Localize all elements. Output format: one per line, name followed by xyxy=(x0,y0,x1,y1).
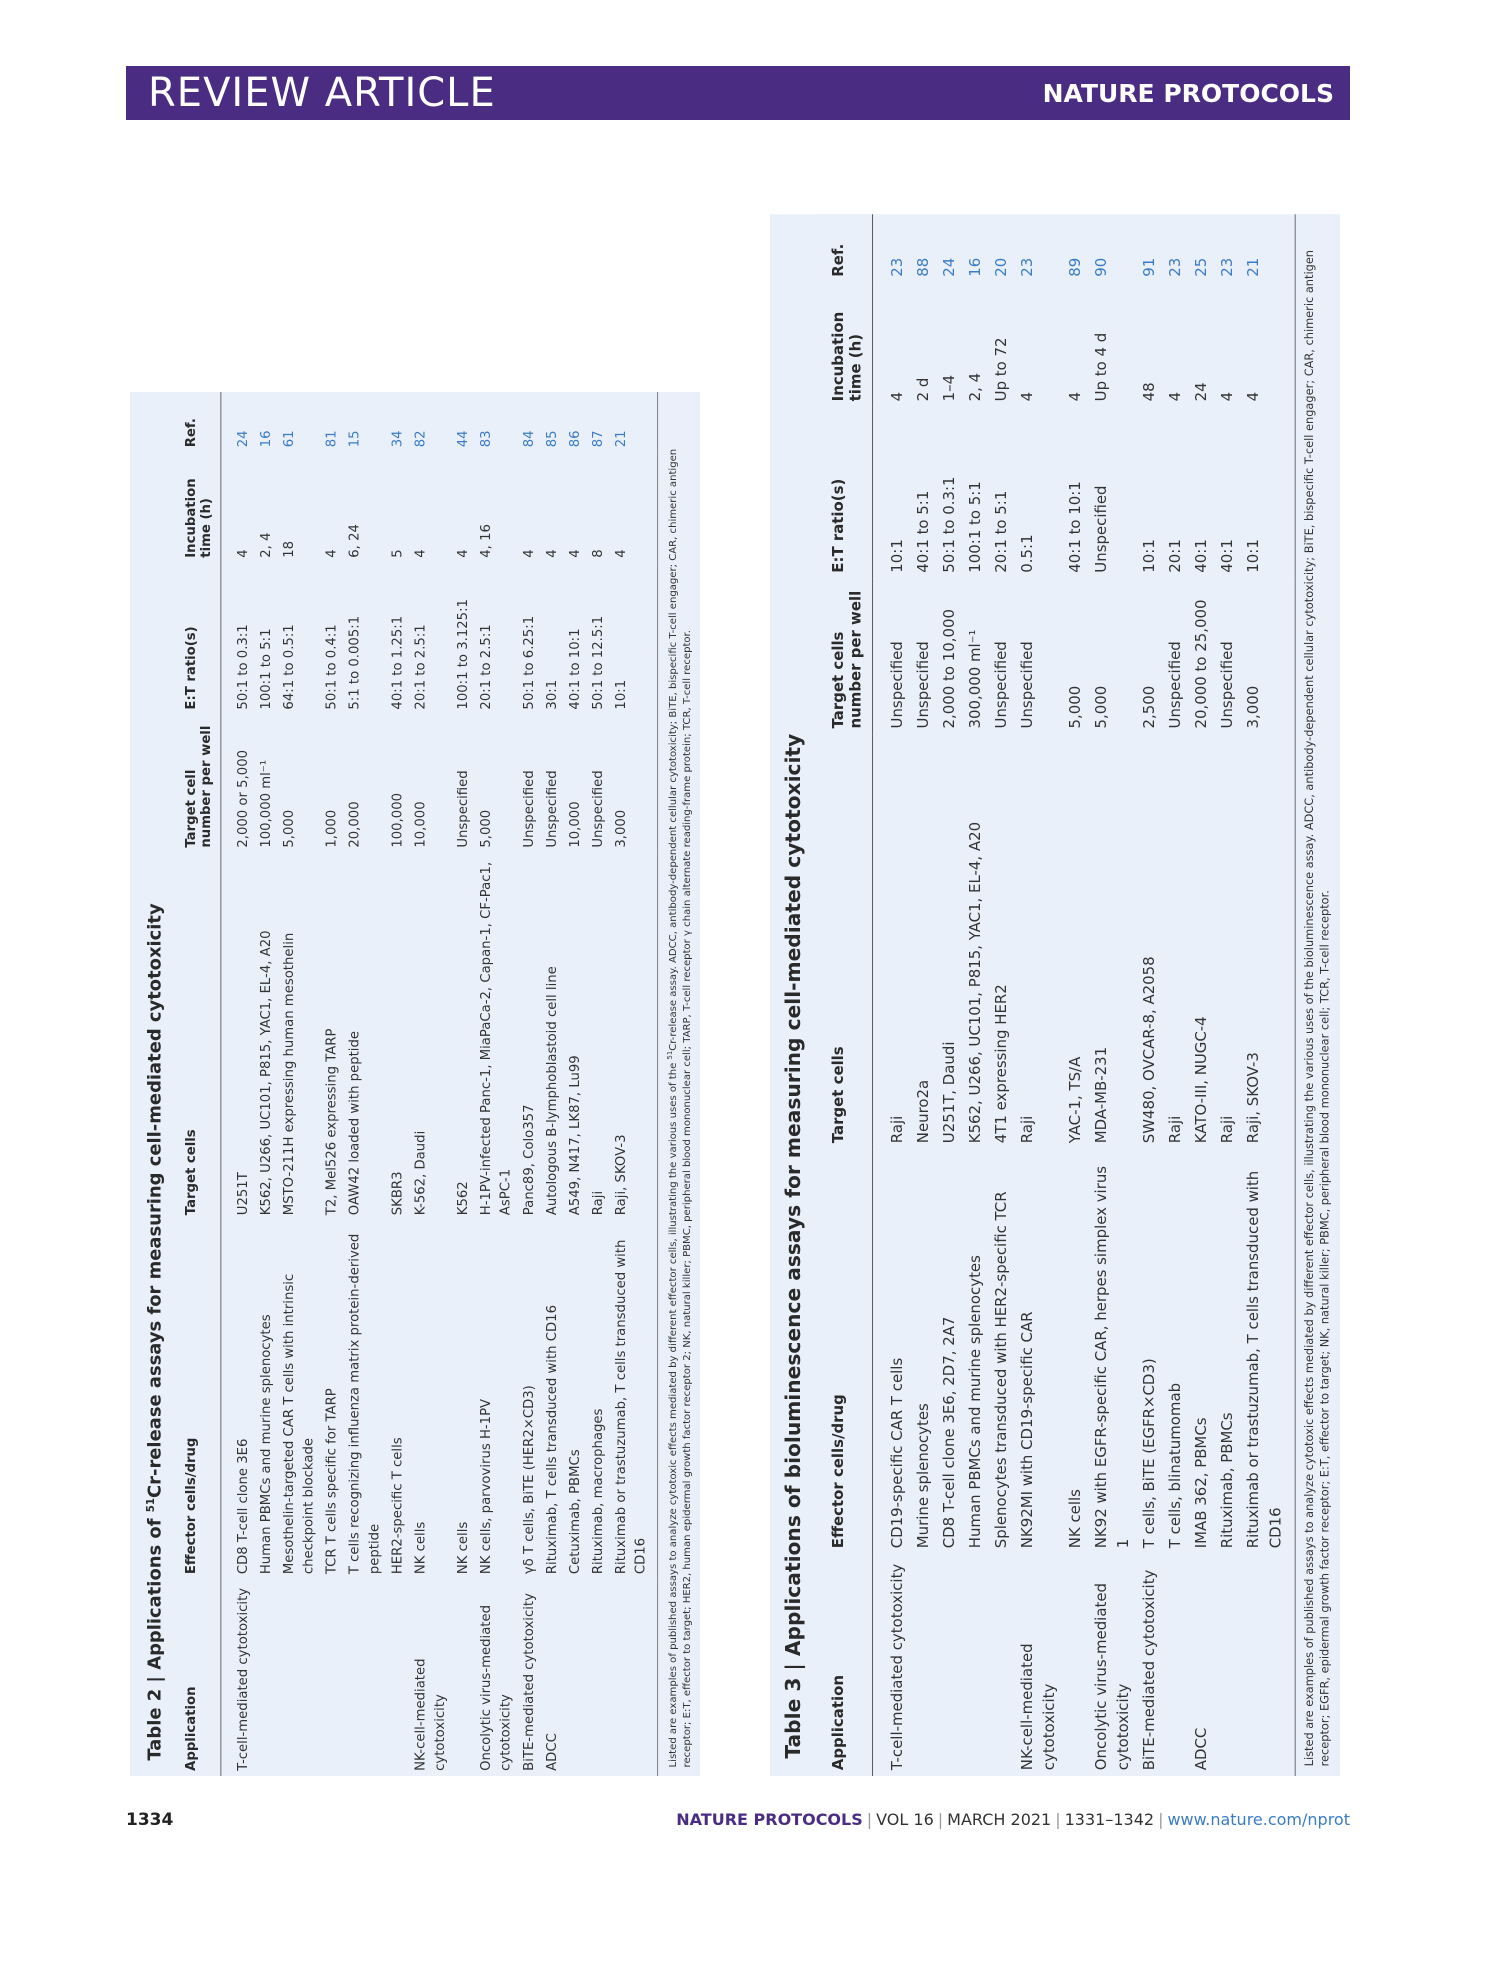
reference-link[interactable]: 25 xyxy=(1192,257,1211,277)
table-cell: 1,000 xyxy=(323,809,340,848)
table-cell: BiTE-mediated cytotoxicity xyxy=(1140,1569,1159,1771)
table-cell: MSTO-211H expressing human mesothelin xyxy=(281,932,297,1216)
table-cell: T cells recognizing influenza matrix protein-derived peptide xyxy=(346,1233,382,1575)
table-cell: 10:1 xyxy=(888,539,906,573)
table-cell: 50:1 to 12.5:1 xyxy=(589,615,606,710)
table-cell: Splenocytes transduced with HER2-specific TCR xyxy=(992,1191,1010,1549)
table-cell: 4 xyxy=(1166,391,1185,402)
column-header: Incubation time (h) xyxy=(816,283,872,408)
table-cell: 6, 24 xyxy=(346,524,363,558)
table-cell: 2,000 or 5,000 xyxy=(234,749,251,848)
table-cell: 4 xyxy=(1018,391,1036,402)
reference-link[interactable]: 91 xyxy=(1140,257,1159,277)
page-footer: NATURE PROTOCOLS | VOL 16 | MARCH 2021 | 1331–1342 | www.nature.com/nprot xyxy=(676,1810,1350,1829)
column-header: Target cells xyxy=(171,853,221,1221)
table-cell: 4 xyxy=(1066,391,1084,402)
table-cell: 64:1 to 0.5:1 xyxy=(281,624,297,710)
table-cell: 10:1 xyxy=(1241,407,1295,578)
table-cell: Up to 4 d xyxy=(1092,332,1110,402)
table-row xyxy=(1189,214,1215,1776)
table-cell: T cells, BiTE (EGFR×CD3) xyxy=(1140,1358,1159,1549)
reference-link[interactable]: 23 xyxy=(1218,257,1237,277)
table-cell: 20:1 to 2.5:1 xyxy=(478,624,494,710)
table-cell: Oncolytic virus-mediated cytotoxicity xyxy=(1092,1583,1133,1771)
table-cell: 50:1 to 0.4:1 xyxy=(323,624,340,710)
table-cell: 3,000 xyxy=(1241,578,1295,734)
table-cell xyxy=(1163,1554,1189,1776)
table-cell: 40:1 xyxy=(1192,539,1211,573)
table-cell: ADCC xyxy=(543,1733,560,1771)
table-cell: 4 xyxy=(1241,283,1295,408)
table-cell: Raji xyxy=(1018,1115,1036,1144)
table-cell: 10:1 xyxy=(1140,539,1159,573)
column-header: E:T ratio(s) xyxy=(816,407,872,578)
table-row xyxy=(1063,214,1089,1776)
footer-journal: NATURE PROTOCOLS xyxy=(676,1810,863,1829)
table-cell: 20:1 xyxy=(1166,539,1185,573)
table-cell: γδ T cells, BiTE (HER2×CD3) xyxy=(520,1385,537,1575)
journal-name: NATURE PROTOCOLS xyxy=(1042,79,1334,108)
footer-volume: VOL 16 xyxy=(876,1810,934,1829)
reference-link[interactable]: 89 xyxy=(1066,257,1084,277)
table-cell xyxy=(989,1554,1015,1776)
column-header: Target cell number per well xyxy=(171,715,221,853)
table-cell: T cells, blinatumomab xyxy=(1166,1382,1185,1549)
table-cell xyxy=(343,1579,386,1776)
table-cell: Unspecified xyxy=(1166,641,1185,729)
table-cell: A549, N417, LK87, Lu99 xyxy=(566,1055,583,1216)
table-cell: NK cells xyxy=(455,1521,471,1575)
column-header: Application xyxy=(816,1554,872,1776)
header-banner xyxy=(126,66,1350,120)
table-cell: Rituximab or trastuzumab, T cells transduced with CD16 xyxy=(610,1220,658,1579)
reference-link[interactable]: 21 xyxy=(610,392,658,452)
table-cell: 4 xyxy=(566,549,583,558)
table-cell: NK cells, parvovirus H-1PV xyxy=(478,1398,494,1575)
table-cell: Unspecified xyxy=(520,770,537,848)
table-cell: NK92MI with CD19-specific CAR xyxy=(1018,1311,1036,1549)
table-cell: Unspecified xyxy=(992,641,1010,729)
table-2-footnote-a: Listed are examples of published assays to analyze cytotoxic effects mediated by different effector cells, illustrating the various uses of the xyxy=(666,1059,679,1768)
table-cell: 10,000 xyxy=(412,801,428,848)
table-row xyxy=(278,392,321,1776)
column-header: Effector cells/drug xyxy=(816,1149,872,1554)
reference-link[interactable]: 85 xyxy=(543,430,560,448)
table-row xyxy=(587,392,610,1776)
table-cell: 40:1 to 5:1 xyxy=(914,490,932,573)
table-cell: 4 xyxy=(520,549,537,558)
table-cell: NK-cell-mediated cytotoxicity xyxy=(412,1658,448,1771)
table-2-footnote xyxy=(658,392,700,1776)
table-cell: Rituximab, T cells transduced with CD16 xyxy=(543,1304,560,1575)
table-cell: CD19-specific CAR T cells xyxy=(888,1357,906,1549)
table-cell: Rituximab, macrophages xyxy=(589,1408,606,1575)
column-header: Ref. xyxy=(171,392,221,452)
table-cell: 4 xyxy=(543,549,560,558)
table-cell: T-cell-mediated cytotoxicity xyxy=(888,1563,906,1771)
table-cell: 0.5:1 xyxy=(1018,534,1036,573)
table-cell: Murine splenocytes xyxy=(914,1403,932,1549)
table-row xyxy=(386,392,409,1776)
footer-url[interactable]: www.nature.com/nprot xyxy=(1167,1810,1350,1829)
table-cell: CD8 T-cell clone 3E6 xyxy=(234,1438,251,1575)
section-label: REVIEW ARTICLE xyxy=(148,70,496,116)
table-cell: Mesothelin-targeted CAR T cells with intrinsic checkpoint blockade xyxy=(281,1273,317,1575)
table-cell: 8 xyxy=(589,549,606,558)
table-cell: 5,000 xyxy=(281,809,297,848)
table-row xyxy=(517,392,540,1776)
table-cell: Human PBMCs and murine splenocytes xyxy=(257,1314,274,1575)
reference-link[interactable]: 23 xyxy=(1166,257,1185,277)
table-cell xyxy=(1241,1554,1295,1776)
table-cell: T2, Mel526 expressing TARP xyxy=(323,1028,340,1216)
table-cell: 20,000 xyxy=(346,801,363,848)
table-cell xyxy=(1215,1554,1241,1776)
table-3-title-text: Table 3 | Applications of bioluminescence assays for measuring cell-mediated cytotoxicity xyxy=(781,733,805,1759)
table-row xyxy=(1015,214,1063,1776)
table-cell: CD8 T-cell clone 3E6, 2D7, 2A7 xyxy=(940,1316,958,1549)
table-cell: K562 xyxy=(455,1181,471,1216)
table-cell: ADCC xyxy=(1192,1727,1211,1771)
reference-link[interactable]: 81 xyxy=(323,430,340,448)
table-cell: Unspecified xyxy=(1092,485,1110,573)
reference-link[interactable]: 23 xyxy=(888,257,906,277)
table-row xyxy=(911,214,937,1776)
reference-link[interactable]: 44 xyxy=(455,430,471,448)
table-cell: NK cells xyxy=(1066,1489,1084,1549)
table-cell: 48 xyxy=(1140,382,1159,402)
table-cell: 40:1 to 10:1 xyxy=(1066,481,1084,573)
table-cell: NK-cell-mediated cytotoxicity xyxy=(1018,1643,1058,1771)
table-cell: K562, U266, UC101, P815, YAC1, EL-4, A20 xyxy=(966,821,984,1144)
table-cell: HER2-specific T cells xyxy=(389,1437,405,1575)
table-cell: 50:1 to 0.3:1 xyxy=(234,624,251,710)
table-row xyxy=(540,392,563,1776)
table-2-footnote-sup: 51 xyxy=(665,1050,674,1060)
table-cell: H-1PV-infected Panc-1, MiaPaCa-2, Capan-1, CF-Pac1, AsPC-1 xyxy=(478,861,514,1216)
table-cell xyxy=(610,1579,658,1776)
table-3-footnote: Listed are examples of published assays to analyze cytotoxic effects mediated by different effector cells, illustrating the various uses of the bioluminescence assay. ADCC, antibody-dependent cellular cytotoxicity; BiTE, bispecific T-cell engager; CAR, chimeric antigen receptor; EGFR, epidermal growth factor receptor; E:T, effector to target; NK, natural killer; PBMC, peripheral blood mononuclear cell; TCR, T-cell receptor. xyxy=(1296,214,1340,1776)
table-cell: Panc89, Colo357 xyxy=(520,1104,537,1216)
table-cell: 5,000 xyxy=(1066,685,1084,729)
table-row xyxy=(610,392,658,1776)
table-cell: 100:1 to 5:1 xyxy=(966,481,984,573)
table-cell: 20:1 to 5:1 xyxy=(992,490,1010,573)
table-3-panel xyxy=(770,214,1340,1776)
table-row xyxy=(320,392,343,1776)
table-cell: Human PBMCs and murine splenocytes xyxy=(966,1255,984,1549)
table-cell: YAC-1, TS/A xyxy=(1066,1056,1084,1144)
table-cell: 2, 4 xyxy=(966,372,984,402)
column-header: Incubation time (h) xyxy=(171,452,221,562)
table-cell: 30:1 xyxy=(543,679,560,710)
table-cell: 100,000 ml⁻¹ xyxy=(257,759,274,848)
table-cell: 50:1 to 0.3:1 xyxy=(940,476,958,573)
reference-link[interactable]: 23 xyxy=(1018,257,1036,277)
column-header: Ref. xyxy=(816,214,872,282)
table-cell: 4, 16 xyxy=(478,524,494,558)
table-cell: Neuro2a xyxy=(914,1079,932,1144)
table-row xyxy=(343,392,386,1776)
table-cell: 24 xyxy=(1192,382,1211,402)
table-row xyxy=(452,392,475,1776)
table-cell xyxy=(278,1579,321,1776)
reference-link[interactable]: 24 xyxy=(234,430,251,448)
table-3 xyxy=(816,214,1295,1776)
reference-link[interactable]: 24 xyxy=(940,257,958,277)
table-cell: 10,000 xyxy=(566,801,583,848)
column-header: E:T ratio(s) xyxy=(171,563,221,715)
table-cell xyxy=(911,1554,937,1776)
table-row xyxy=(1163,214,1189,1776)
table-cell: Raji xyxy=(589,1190,606,1216)
table-cell: Unspecified xyxy=(455,770,471,848)
table-cell: 4 xyxy=(1218,391,1237,402)
table-cell xyxy=(963,1554,989,1776)
table-2-footnote-b: Cr-release assay. ADCC, antibody-dependent cellular cytotoxicity; BiTE, bispecific T-cell engager; CAR, chimeric antigen receptor; E:T, effector to target; HER2, human epidermal growth factor receptor 2; NK, natural killer; PBMC, peripheral blood mononuclear cell; TARP, T-cell receptor γ chain alternate reading-frame protein; TCR, T-cell receptor. xyxy=(666,448,693,1768)
table-cell: 20:1 to 2.5:1 xyxy=(412,624,428,710)
table-cell: Raji xyxy=(888,1115,906,1144)
table-cell: KATO-III, NUGC-4 xyxy=(1192,1016,1211,1144)
table-cell: TCR T cells specific for TARP xyxy=(323,1388,340,1575)
reference-link[interactable]: 16 xyxy=(966,257,984,277)
table-cell: Unspecified xyxy=(1018,641,1036,729)
table-row xyxy=(1215,214,1241,1776)
table-cell: Raji xyxy=(1218,1115,1237,1144)
table-cell: Raji xyxy=(1166,1115,1185,1144)
table-cell: 4 xyxy=(888,391,906,402)
table-cell: 10:1 xyxy=(610,563,658,715)
table-row xyxy=(255,392,278,1776)
reference-link[interactable]: 87 xyxy=(589,430,606,448)
table-row xyxy=(563,392,586,1776)
table-cell xyxy=(1063,1554,1089,1776)
table-2-panel xyxy=(130,392,700,1776)
reference-link[interactable]: 90 xyxy=(1092,257,1110,277)
reference-link[interactable]: 82 xyxy=(412,430,428,448)
table-cell: 300,000 ml⁻¹ xyxy=(966,629,984,729)
table-row xyxy=(873,214,911,1776)
table-cell: OAW42 loaded with peptide xyxy=(346,1031,363,1216)
table-cell: 2,000 to 10,000 xyxy=(940,609,958,729)
table-cell: 20,000 to 25,000 xyxy=(1192,599,1211,729)
table-cell xyxy=(320,1579,343,1776)
table-cell: 4 xyxy=(455,549,471,558)
reference-link[interactable]: 20 xyxy=(992,257,1010,277)
table-row xyxy=(475,392,518,1776)
table-cell: NK cells xyxy=(412,1521,428,1575)
table-cell: Rituximab or trastuzumab, T cells transduced with CD16 xyxy=(1241,1149,1295,1554)
table-cell: Cetuximab, PBMCs xyxy=(566,1449,583,1575)
table-row xyxy=(963,214,989,1776)
table-cell: 1–4 xyxy=(940,374,958,402)
table-2-title-prefix: Table 2 | Applications of xyxy=(144,1512,165,1761)
reference-link[interactable]: 86 xyxy=(566,430,583,448)
table-cell xyxy=(937,1554,963,1776)
table-cell: 5,000 xyxy=(478,809,494,848)
table-cell: 2,500 xyxy=(1140,685,1159,729)
table-cell xyxy=(587,1579,610,1776)
table-cell: Autologous B-lymphoblastoid cell line xyxy=(543,966,560,1216)
table-cell: 100,000 xyxy=(389,792,405,848)
column-header: Effector cells/drug xyxy=(171,1220,221,1579)
table-row xyxy=(1137,214,1163,1776)
column-header: Target cells number per well xyxy=(816,578,872,734)
table-cell: SKBR3 xyxy=(389,1171,405,1216)
table-row xyxy=(937,214,963,1776)
table-cell: 5:1 to 0.005:1 xyxy=(346,615,363,710)
table-cell: Unspecified xyxy=(589,770,606,848)
table-cell: 40:1 to 1.25:1 xyxy=(389,615,405,710)
table-cell: Raji, SKOV-3 xyxy=(1241,734,1295,1149)
reference-link[interactable]: 16 xyxy=(257,430,274,448)
table-2 xyxy=(171,392,658,1776)
table-cell: BiTE-mediated cytotoxicity xyxy=(520,1593,537,1771)
column-header: Application xyxy=(171,1579,221,1776)
table-cell: K562, U266, UC101, P815, YAC1, EL-4, A20 xyxy=(257,930,274,1216)
table-cell xyxy=(386,1579,409,1776)
table-cell: IMAB 362, PBMCs xyxy=(1192,1417,1211,1549)
table-2-title-sup: 51 xyxy=(144,1497,157,1513)
table-cell: 2 d xyxy=(914,377,932,402)
table-row xyxy=(989,214,1015,1776)
table-row xyxy=(1089,214,1137,1776)
reference-link[interactable]: 61 xyxy=(281,430,297,448)
table-row xyxy=(221,392,255,1776)
table-cell: Raji, SKOV-3 xyxy=(610,853,658,1221)
table-cell: 4T1 expressing HER2 xyxy=(992,984,1010,1144)
table-2-title xyxy=(130,392,171,1776)
reference-link[interactable]: 83 xyxy=(478,430,494,448)
table-cell: 4 xyxy=(323,549,340,558)
reference-link[interactable]: 34 xyxy=(389,430,405,448)
table-cell: T-cell-mediated cytotoxicity xyxy=(234,1587,251,1771)
table-cell: Unspecified xyxy=(543,770,560,848)
table-cell: MDA-MB-231 xyxy=(1092,1046,1110,1144)
table-cell: Rituximab, PBMCs xyxy=(1218,1412,1237,1549)
table-cell: 4 xyxy=(234,549,251,558)
reference-link[interactable]: 88 xyxy=(914,257,932,277)
table-cell: 4 xyxy=(412,549,428,558)
table-3-title xyxy=(770,214,816,1776)
table-cell: Up to 72 xyxy=(992,337,1010,402)
table-cell: U251T, Daudi xyxy=(940,1041,958,1144)
table-row xyxy=(409,392,452,1776)
page-number: 1334 xyxy=(126,1810,174,1830)
table-cell xyxy=(563,1579,586,1776)
table-2-title-suffix: Cr-release assays for measuring cell-mediated cytotoxicity xyxy=(144,903,165,1498)
table-cell: Unspecified xyxy=(914,641,932,729)
table-cell: SW480, OVCAR-8, A2058 xyxy=(1140,956,1159,1144)
table-cell: 40:1 xyxy=(1218,539,1237,573)
reference-link[interactable]: 15 xyxy=(346,430,363,448)
table-cell: 5 xyxy=(389,549,405,558)
footer-date: MARCH 2021 xyxy=(947,1810,1052,1829)
table-row xyxy=(1241,214,1295,1776)
table-cell: 100:1 to 5:1 xyxy=(257,628,274,710)
table-cell: 2, 4 xyxy=(257,532,274,558)
reference-link[interactable]: 84 xyxy=(520,430,537,448)
table-cell: 5,000 xyxy=(1092,685,1110,729)
table-cell: Unspecified xyxy=(1218,641,1237,729)
table-cell: 4 xyxy=(610,452,658,562)
table-cell: 50:1 to 6.25:1 xyxy=(520,615,537,710)
column-header: Target cells xyxy=(816,734,872,1149)
table-cell: U251T xyxy=(234,1172,251,1216)
table-cell: 100:1 to 3.125:1 xyxy=(455,599,471,710)
table-cell xyxy=(255,1579,278,1776)
reference-link[interactable]: 21 xyxy=(1241,214,1295,282)
table-cell xyxy=(452,1579,475,1776)
table-cell: 18 xyxy=(281,540,297,558)
table-cell: NK92 with EGFR-specific CAR, herpes simplex virus 1 xyxy=(1092,1165,1133,1549)
table-cell: K-562, Daudi xyxy=(412,1130,428,1216)
table-cell: 3,000 xyxy=(610,715,658,853)
table-cell: Oncolytic virus-mediated cytotoxicity xyxy=(478,1604,514,1771)
footer-pages: 1331–1342 xyxy=(1064,1810,1155,1829)
table-cell: Unspecified xyxy=(888,641,906,729)
table-cell: 40:1 to 10:1 xyxy=(566,628,583,710)
